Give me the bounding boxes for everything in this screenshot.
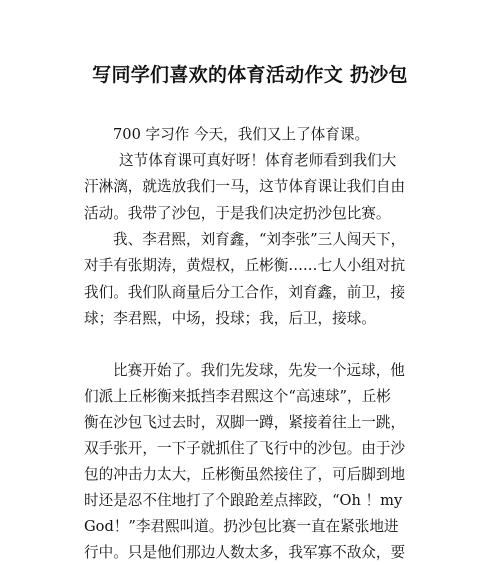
text-line: 们派上丘彬衡来抵挡李君熙这个“高速球”，丘彬 xyxy=(84,388,391,405)
text-line: 我、李君熙，刘育鑫，“刘李张”三人闯天下， xyxy=(113,231,406,248)
text-line: 包的冲击力太大，丘彬衡虽然接住了，可后脚到地 xyxy=(84,466,406,483)
text-line: 这节体育课可真好呀！体育老师看到我们大 xyxy=(119,152,397,169)
text-line: 活动。我带了沙包，于是我们决定扔沙包比赛。 xyxy=(84,205,391,222)
text-line: 球；李君熙，中场，投球；我，后卫，接球。 xyxy=(84,310,376,327)
document-title: 写同学们喜欢的体育活动作文 扔沙包 xyxy=(92,64,408,86)
text-line: 汗淋漓，就选放我们一马，这节体育课让我们自由 xyxy=(84,178,406,195)
text-line: 比赛开始了。我们先发球，先发一个远球，他 xyxy=(113,362,405,379)
text-line: 对手有张期涛，黄煜权，丘彬衡……七人小组对抗 xyxy=(84,257,406,274)
text-line: 700 字习作 今天，我们又上了体育课。 xyxy=(113,126,370,143)
text-line: 衡在沙包飞过去时，双脚一蹲，紧接着往上一跳， xyxy=(84,414,406,431)
text-line: 我们。我们队商量后分工合作，刘育鑫，前卫，接 xyxy=(84,284,406,301)
text-line: 时还是忍不住地打了个踉跄差点摔跤，“Oh ！my xyxy=(84,492,403,509)
text-line: 行中。只是他们那边人数太多，我军寡不敌众，要 xyxy=(84,544,406,561)
text-line: God！”李君熙叫道。扔沙包比赛一直在紧张地进 xyxy=(84,518,399,535)
text-line: 双手张开，一下子就抓住了飞行中的沙包。由于沙 xyxy=(84,440,406,457)
